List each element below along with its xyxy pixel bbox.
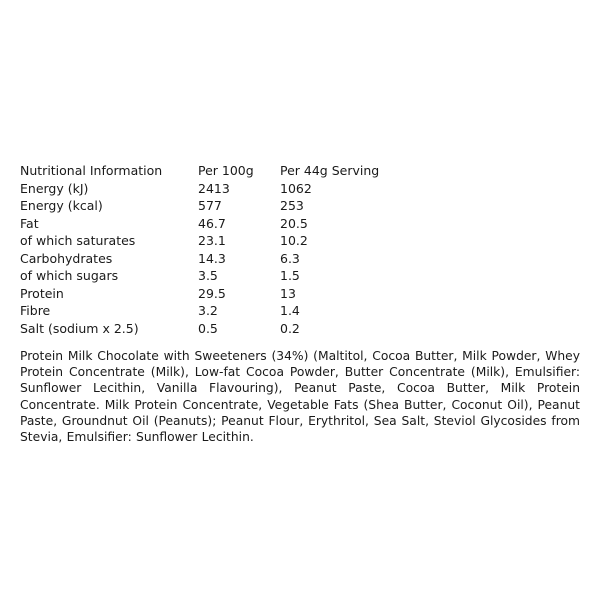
table-row: [20, 323, 480, 341]
row-value-per-serving: 1.5: [280, 268, 300, 283]
row-value-per-serving: 253: [280, 198, 304, 213]
nutrition-table-body: [20, 180, 480, 341]
row-label: Fat: [20, 215, 39, 231]
header-per-serving: Per 44g Serving: [280, 163, 380, 178]
row-value-per-100g: 29.5: [198, 285, 226, 301]
row-label: Energy (kJ): [20, 180, 89, 196]
row-value-per-100g: 577: [198, 198, 222, 213]
row-label: of which sugars: [20, 268, 119, 283]
row-value-per-serving: 1.4: [280, 303, 300, 318]
row-value-per-100g: 0.5: [198, 320, 218, 336]
table-row: [20, 200, 480, 218]
row-value-per-100g: 3.5: [198, 268, 218, 283]
row-value-per-serving: 6.3: [280, 250, 300, 266]
ingredients-text: Protein Milk Chocolate with Sweeteners (34%) (Maltitol, Cocoa Butter, Milk Powder, Whey Protein Concentrate (Milk), Low-fat Cocoa Powder, Butter Concentrate (Milk), Emulsifier: Sunflower Lecithin, Vanilla Flavouring), Peanut Paste, Cocoa Butter, Milk Protein Concentrate. Milk Protein Concentrate, Vegetable Fats (Shea Butter, Coconut Oil), Peanut Paste, Groundnut Oil (Peanuts); Peanut Flour, Erythritol, Sea Salt, Steviol Glycosides from Stevia, Emulsifier: Sunflower Lecithin.: [20, 349, 580, 445]
table-row: [20, 235, 480, 253]
row-value-per-100g: 46.7: [198, 215, 226, 231]
row-value-per-serving: 1062: [280, 180, 312, 196]
row-label: Salt (sodium x 2.5): [20, 320, 139, 336]
row-value-per-serving: 20.5: [280, 215, 308, 231]
row-label: of which saturates: [20, 233, 136, 248]
row-label: Protein: [20, 285, 64, 301]
header-per-100g: Per 100g: [198, 163, 254, 178]
row-label: Carbohydrates: [20, 250, 113, 266]
nutrition-table-header: [20, 165, 480, 183]
nutrition-panel: [20, 165, 580, 445]
row-label: Fibre: [20, 303, 51, 318]
row-label: Energy (kcal): [20, 198, 103, 213]
table-row: [20, 270, 480, 288]
row-value-per-serving: 13: [280, 285, 296, 301]
header-nutritional-information: Nutritional Information: [20, 163, 163, 178]
row-value-per-100g: 23.1: [198, 233, 226, 248]
table-row: [20, 305, 480, 323]
row-value-per-100g: 3.2: [198, 303, 218, 318]
table-header-row: [20, 165, 480, 183]
row-value-per-100g: 14.3: [198, 250, 226, 266]
table-row: [20, 288, 480, 306]
row-value-per-serving: 10.2: [280, 233, 308, 248]
row-value-per-serving: 0.2: [280, 320, 300, 336]
row-value-per-100g: 2413: [198, 180, 230, 196]
nutrition-table: [20, 165, 480, 340]
